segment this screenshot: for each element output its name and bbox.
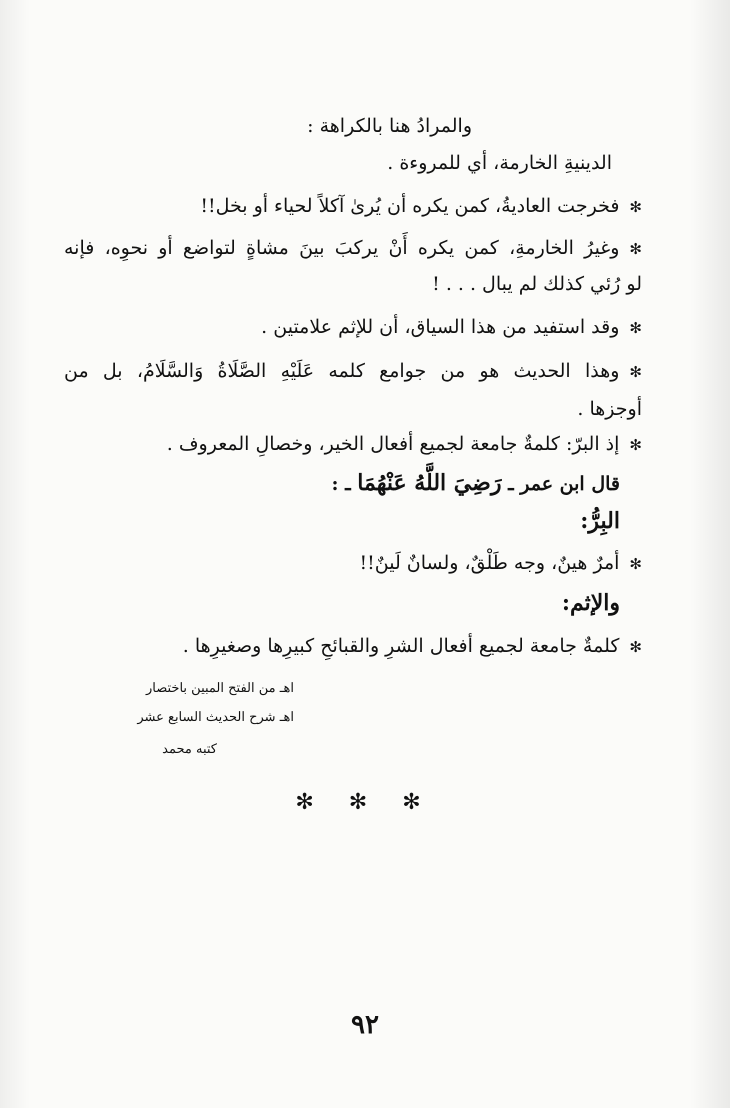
text-line-5: لو رُئي كذلك لم يبال . . . !: [432, 273, 642, 295]
bullet-line-14: [183, 633, 642, 660]
text-line-10: [331, 470, 620, 497]
bullet-line-7: [64, 358, 642, 385]
text-line-3: فخرجت العاديةُ، كمن يكره أن يُرىٰ آكلاً لحياء أو بخل!!: [200, 195, 620, 217]
page-number: ٩٢: [351, 1010, 379, 1040]
bullet-star-icon: ✻: [629, 436, 642, 454]
bullet-line-6: [261, 314, 642, 341]
handwritten-note-3: كتبه محمد: [162, 742, 217, 757]
bullet-star-icon: ✻: [629, 240, 642, 258]
honorific-calligraphy: رَضِيَ اللَّهُ عَنْهُمَا: [357, 470, 502, 496]
text-line-14: كلمةٌ جامعة لجميع أفعال الشرِ والقبائحِ كبيرِها وصغيرِها .: [182, 635, 620, 657]
bullet-line-9: [167, 431, 642, 458]
bullet-star-icon: ✻: [629, 198, 642, 216]
text-line-12: أمرٌ هينٌ، وجه طَلْقٌ، ولسانٌ لَينٌ!!: [359, 552, 620, 574]
text-line-8: أوجزها .: [577, 398, 642, 420]
text-line-4: وغيرُ الخارمةِ، كمن يكره أَنْ يركبَ بينَ مشاةٍ لتواضع أو نحوِه، فإنه: [64, 237, 620, 259]
quote-attribution-end: ـ :: [331, 473, 351, 495]
heading-ithm: والإثم:: [561, 590, 620, 616]
bullet-star-icon: ✻: [629, 319, 642, 337]
bullet-line-12: [360, 550, 642, 577]
handwritten-note-2: اهـ شرح الحديث السابع عشر: [137, 710, 294, 725]
quote-attribution: قال ابن عمر ـ: [508, 473, 620, 495]
bullet-star-icon: ✻: [629, 638, 642, 656]
handwritten-note-1: اهـ من الفتح المبين باختصار: [145, 681, 294, 696]
page-edge-shadow-left: [0, 0, 30, 1108]
text-line-9: إذ البرّ: كلمةٌ جامعة لجميع أفعال الخير، وخصالِ المعروف .: [166, 433, 620, 455]
section-separator: ✻ ✻ ✻: [295, 790, 435, 815]
text-line-6: وقد استفيد من هذا السياق، أن للإثم علامتين .: [261, 316, 620, 338]
text-line-2: الدينيةِ الخارمة، أي للمروءة .: [387, 152, 612, 174]
bullet-star-icon: ✻: [629, 555, 642, 573]
text-line-1: والمرادُ هنا بالكراهة :: [307, 115, 472, 137]
bullet-line-4: [64, 235, 642, 262]
bullet-line-3: [200, 193, 642, 220]
heading-birr: البِرُّ:: [580, 508, 620, 534]
page-edge-shadow-right: [690, 0, 730, 1108]
bullet-star-icon: ✻: [629, 363, 642, 381]
text-line-7: وهذا الحديث هو من جوامع كلمه عَلَيْهِ الصَّلَاةُ وَالسَّلَامُ، بل من: [64, 360, 620, 382]
